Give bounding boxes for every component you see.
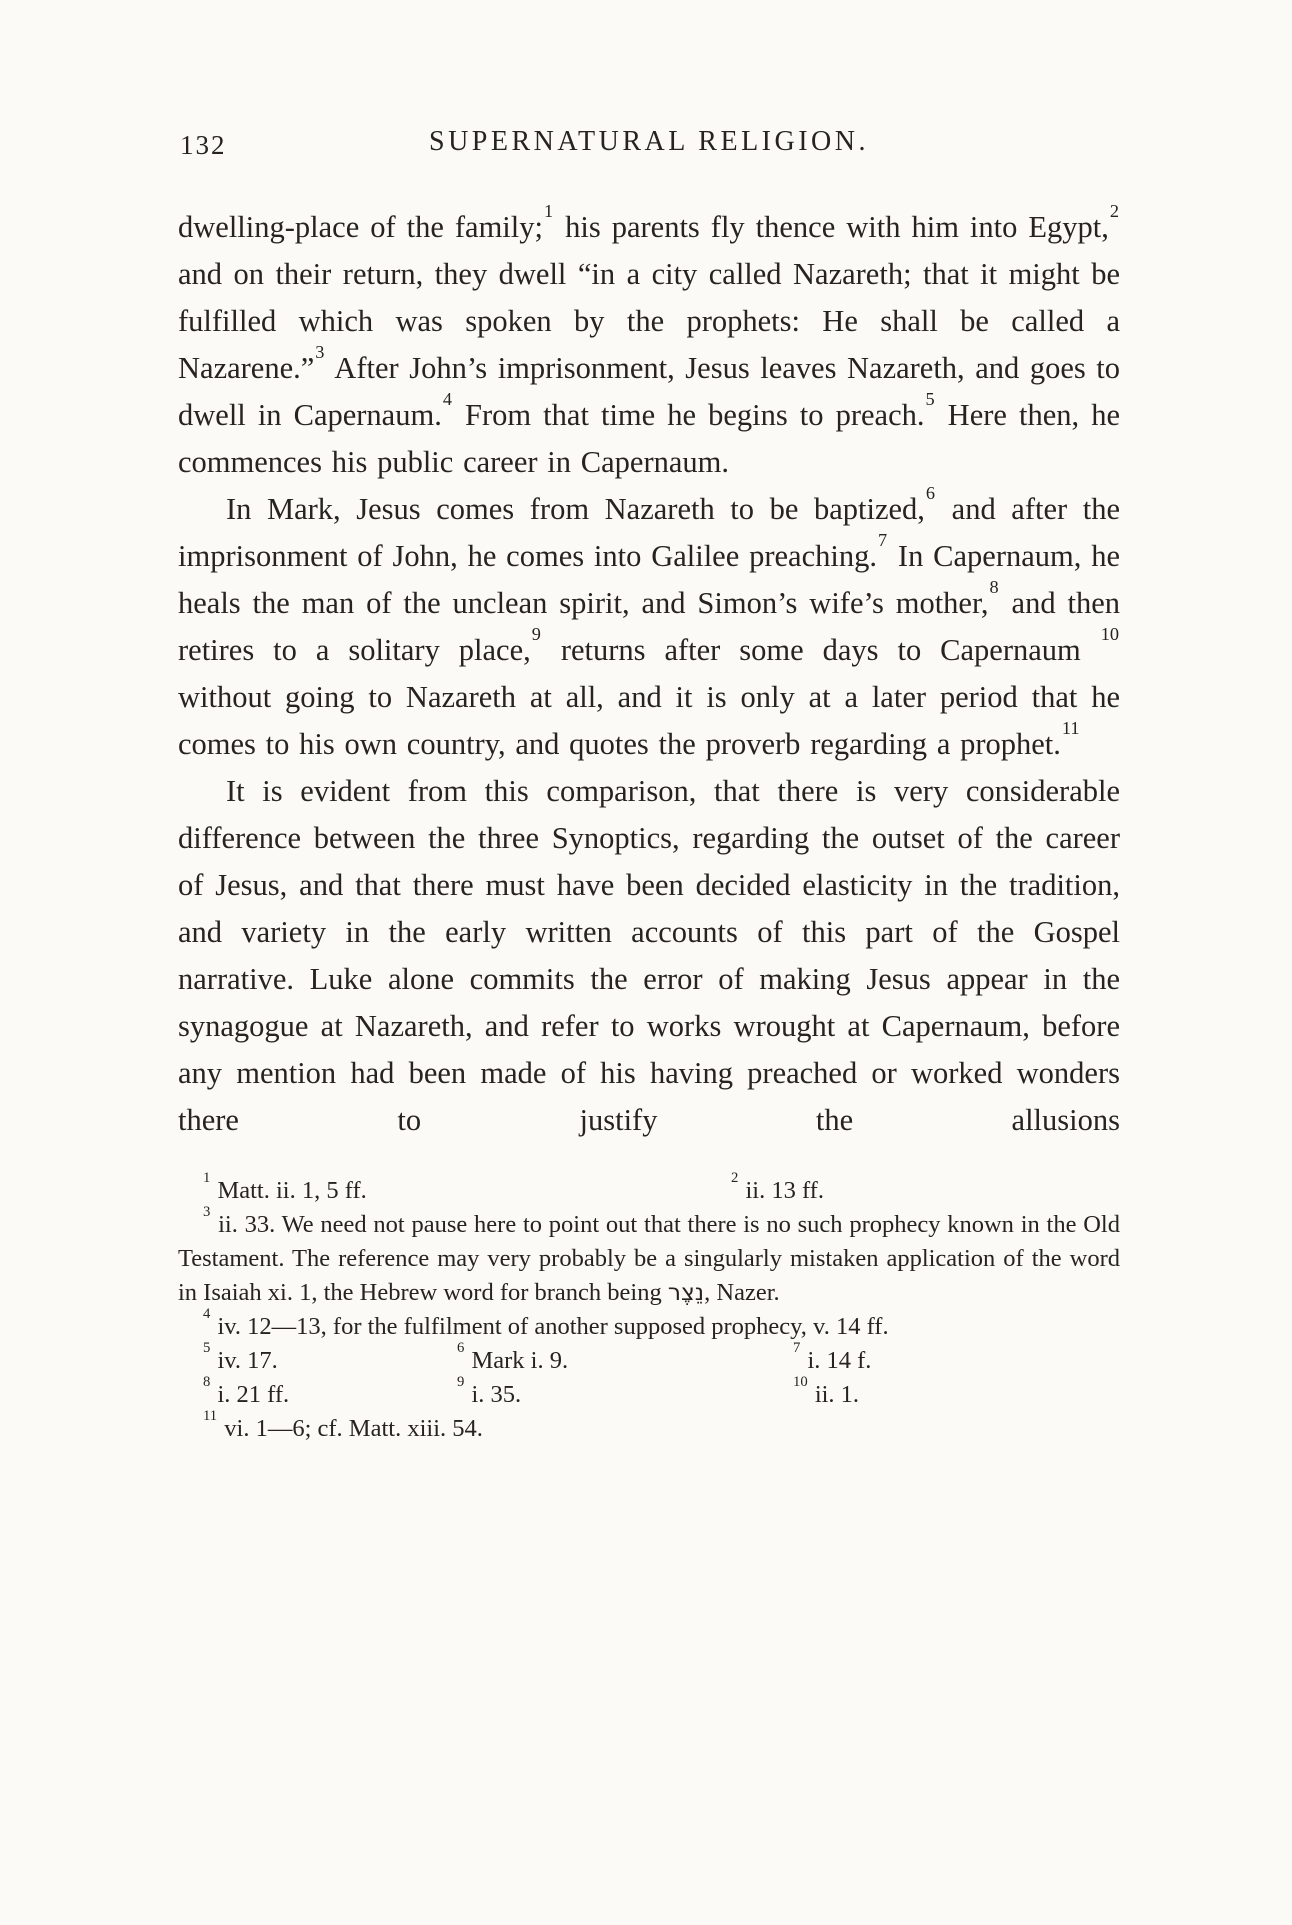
footnote-ref: 4 [203,1305,211,1322]
page-number: 132 [180,130,227,160]
footnote-ref: 6 [457,1339,465,1356]
footnote-ref: 8 [203,1373,211,1390]
footnote-ref: 11 [203,1407,218,1424]
footnote-ref: 8 [989,576,999,597]
footnote-ref: 10 [793,1373,808,1390]
footnote: $^2$ ii. 13 ff. [731,1169,824,1204]
footnote: $^8$ i. 21 ff. [203,1373,290,1408]
footnote: $^7$ i. 14 f. [793,1339,872,1374]
paragraph: dwelling-place of the family;$^1$ his parents fly thence with him into Egypt,$^2$ and on their return, they dwell “in a city called Nazareth; that it might be fulfilled which was spoken by the prophets: He shall be called a Nazarene.”$^3$ After John’s imprisonment, Jesus leaves Nazareth, and goes to dwell in Capernaum.$^4$ From that time he begins to preach.$^5$ Here then, he commences his public career in Capernaum. [178,200,1120,479]
footnote-ref: 3 [315,341,325,362]
paragraph: It is evident from this comparison, that there is very considerable difference between the three Synoptics, regarding the outset of the career of Jesus, and that there must have been decided elasticity in the tradition, and variety in the early written accounts of this part of the Gospel narrative. Luke alone commits the error of making Jesus appear in the synagogue at Nazareth, and refer to works wrought at Capernaum, before any mention had been made of his having preached or worked wonders there to justify the allusions [178,774,1120,1137]
footnote: $^{10}$ ii. 1. [793,1373,860,1408]
footnote-ref: 4 [442,388,452,409]
footnote-ref: 1 [203,1169,211,1186]
footnote-ref: 5 [203,1339,211,1356]
footnote: $^4$ iv. 12—13, for the fulfilment of another supposed prophecy, v. 14 ff. [203,1305,889,1340]
paragraph: In Mark, Jesus comes from Nazareth to be baptized,$^6$ and after the imprisonment of John, he comes into Galilee preaching.$^7$ In Capernaum, he heals the man of the unclean spirit, and Simon’s wife’s mother,$^8$ and then retires to a solitary place,$^9$ returns after some days to Capernaum $^{10}$ without going to Nazareth at all, and it is only at a later period that he comes to his own country, and quotes the proverb regarding a prophet.$^{11}$ [178,482,1120,761]
footnote: $^6$ Mark i. 9. [457,1339,569,1374]
footnote-ref: 11 [1061,717,1080,738]
footnote-row [178,1169,1120,1208]
footnote-ref: 10 [1100,623,1119,644]
footnote-row [178,1373,1120,1412]
footnote-ref: 5 [925,388,935,409]
footnote: $^3$ ii. 33. We need not pause here to point out that there is no such prophecy known in the Old Testament. The reference may very probably be a singularly mistaken application of the word in Isaiah xi. 1, the Hebrew word for branch being נֵצֶר, Nazer. [178,1203,1120,1306]
hebrew-word: נֵצֶר [667,1279,705,1306]
footnote: $^{11}$ vi. 1—6; cf. Matt. xiii. 54. [203,1407,483,1442]
footnote-ref: 7 [877,529,888,550]
footnote-row [178,1339,1120,1378]
footnote-ref: 2 [1109,200,1119,221]
footnote: $^1$ Matt. ii. 1, 5 ff. [203,1169,367,1204]
footnote-ref: 1 [543,200,554,221]
footnote-ref: 6 [925,482,936,503]
running-header: SUPERNATURAL RELIGION. [429,126,869,157]
footnotes-section [178,1169,1120,1446]
page-body [178,200,1120,1144]
footnote-ref: 2 [731,1169,739,1186]
footnote-ref: 9 [457,1373,465,1390]
footnote: $^5$ iv. 17. [203,1339,278,1374]
footnote-ref: 3 [203,1203,211,1220]
footnote: $^9$ i. 35. [457,1373,522,1408]
footnote-ref: 7 [793,1339,801,1356]
footnote-ref: 9 [531,623,541,644]
page-header [178,126,1120,172]
